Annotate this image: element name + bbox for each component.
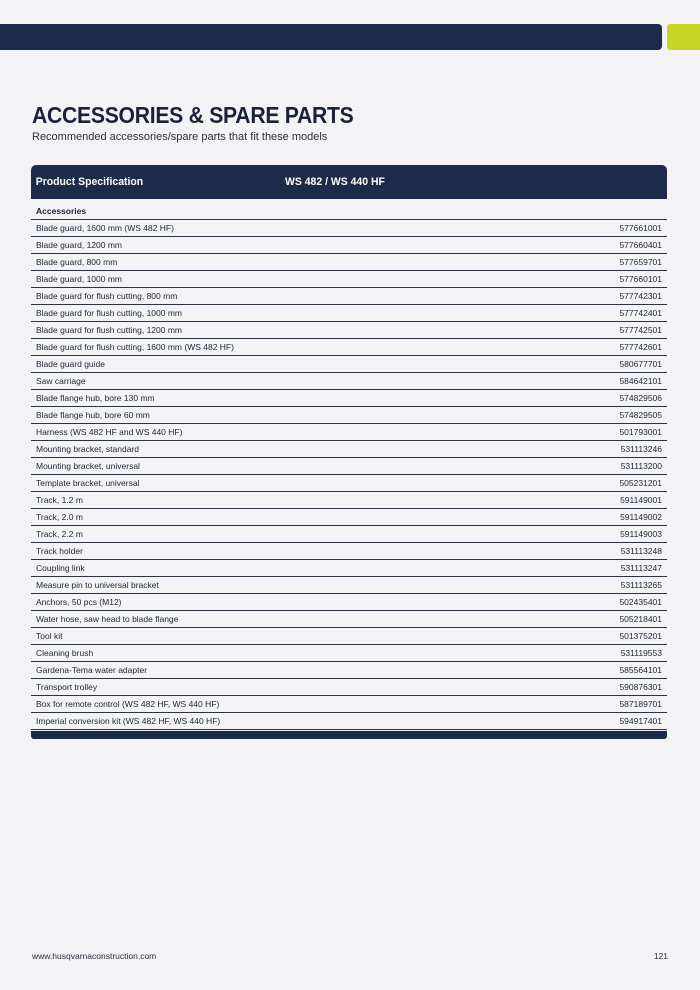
table-footer-bar <box>31 731 667 739</box>
part-number: 577661001 <box>619 223 662 233</box>
part-name: Gardena-Tema water adapter <box>36 665 148 675</box>
table-row <box>31 254 667 271</box>
part-number: 594917401 <box>619 716 662 726</box>
part-number: 531113247 <box>620 563 662 573</box>
part-name: Cleaning brush <box>36 648 94 658</box>
part-number: 587189701 <box>619 699 662 709</box>
part-number: 574829506 <box>619 393 662 403</box>
table-row <box>31 662 667 679</box>
part-name: Transport trolley <box>36 682 98 692</box>
table-row <box>31 492 667 509</box>
part-number: 585564101 <box>619 665 662 675</box>
part-number: 577742501 <box>619 325 662 335</box>
table-header <box>31 165 667 199</box>
part-number: 531113200 <box>620 461 662 471</box>
part-name: Saw carriage <box>36 376 86 386</box>
table-row <box>31 475 667 492</box>
part-number: 591149002 <box>620 512 662 522</box>
part-name: Blade guard for flush cutting, 1600 mm (WS 482 HF) <box>36 342 234 352</box>
table-row <box>31 373 667 390</box>
part-name: Anchors, 50 pcs (M12) <box>36 597 122 607</box>
part-name: Blade guard for flush cutting, 800 mm <box>36 291 178 301</box>
part-number: 577659701 <box>619 257 662 267</box>
part-name: Box for remote control (WS 482 HF, WS 440 HF) <box>36 699 220 709</box>
part-name: Mounting bracket, universal <box>36 461 140 471</box>
part-name: Water hose, saw head to blade flange <box>36 614 179 624</box>
page-title: ACCESSORIES & SPARE PARTS <box>32 102 354 128</box>
part-number: 501375201 <box>619 631 662 641</box>
table-row <box>31 424 667 441</box>
table-row <box>31 645 667 662</box>
table-row <box>31 509 667 526</box>
part-number: 531113248 <box>620 546 662 556</box>
part-number: 590876301 <box>619 682 662 692</box>
page-subtitle: Recommended accessories/spare parts that fit these models <box>32 131 328 143</box>
part-name: Blade flange hub, bore 60 mm <box>36 410 150 420</box>
table-row <box>31 305 667 322</box>
part-number: 502435401 <box>619 597 662 607</box>
table-row <box>31 237 667 254</box>
part-name: Blade guard, 800 mm <box>36 257 118 267</box>
column-header-specification: Product Specification <box>35 176 144 188</box>
part-number: 501793001 <box>619 427 662 437</box>
column-header-model: WS 482 / WS 440 HF <box>285 176 385 188</box>
table-row <box>31 611 667 628</box>
part-name: Harness (WS 482 HF and WS 440 HF) <box>36 427 183 437</box>
part-name: Mounting bracket, standard <box>36 444 140 454</box>
table-body <box>31 220 667 730</box>
part-name: Track holder <box>36 546 83 556</box>
table-row <box>31 560 667 577</box>
part-name: Track, 2.0 m <box>36 512 83 522</box>
part-number: 580677701 <box>619 359 662 369</box>
part-name: Imperial conversion kit (WS 482 HF, WS 440 HF) <box>36 716 221 726</box>
part-number: 584642101 <box>619 376 662 386</box>
table-row <box>31 356 667 373</box>
part-number: 577660401 <box>619 240 662 250</box>
table-row <box>31 220 667 237</box>
part-name: Track, 2.2 m <box>36 529 83 539</box>
part-number: 577742401 <box>619 308 662 318</box>
footer-website-link[interactable]: www.husqvarnaconstruction.com <box>32 951 157 961</box>
part-name: Blade flange hub, bore 130 mm <box>36 393 155 403</box>
table-row <box>31 577 667 594</box>
part-name: Blade guard for flush cutting, 1200 mm <box>36 325 182 335</box>
part-number: 591149003 <box>620 529 662 539</box>
table-row <box>31 594 667 611</box>
part-name: Measure pin to universal bracket <box>36 580 159 590</box>
part-name: Coupling link <box>36 563 85 573</box>
part-number: 577742601 <box>619 342 662 352</box>
section-label-accessories: Accessories <box>31 199 667 220</box>
part-number: 505231201 <box>619 478 662 488</box>
table-row <box>31 696 667 713</box>
part-number: 577660101 <box>619 274 662 284</box>
page-number: 121 <box>653 951 668 961</box>
table-row <box>31 679 667 696</box>
table-row <box>31 288 667 305</box>
part-name: Blade guard for flush cutting, 1000 mm <box>36 308 182 318</box>
part-name: Blade guard guide <box>36 359 106 369</box>
part-number: 591149001 <box>620 495 662 505</box>
header-band <box>0 24 662 50</box>
table-row <box>31 543 667 560</box>
part-number: 577742301 <box>619 291 662 301</box>
part-name: Blade guard, 1200 mm <box>36 240 122 250</box>
table-row <box>31 390 667 407</box>
brand-accent-tab <box>667 24 700 50</box>
table-row <box>31 322 667 339</box>
part-name: Blade guard, 1000 mm <box>36 274 122 284</box>
table-row <box>31 407 667 424</box>
part-name: Tool kit <box>36 631 63 641</box>
table-row <box>31 339 667 356</box>
table-row <box>31 271 667 288</box>
part-name: Blade guard, 1600 mm (WS 482 HF) <box>36 223 174 233</box>
table-row <box>31 441 667 458</box>
table-row <box>31 458 667 475</box>
accessories-table <box>31 165 667 739</box>
part-number: 531113265 <box>620 580 662 590</box>
part-number: 531119553 <box>620 648 662 658</box>
table-row <box>31 713 667 730</box>
part-name: Track, 1.2 m <box>36 495 83 505</box>
part-number: 531113246 <box>620 444 662 454</box>
part-number: 505218401 <box>619 614 662 624</box>
part-name: Template bracket, universal <box>36 478 140 488</box>
table-row <box>31 526 667 543</box>
table-row <box>31 628 667 645</box>
part-number: 574829505 <box>619 410 662 420</box>
